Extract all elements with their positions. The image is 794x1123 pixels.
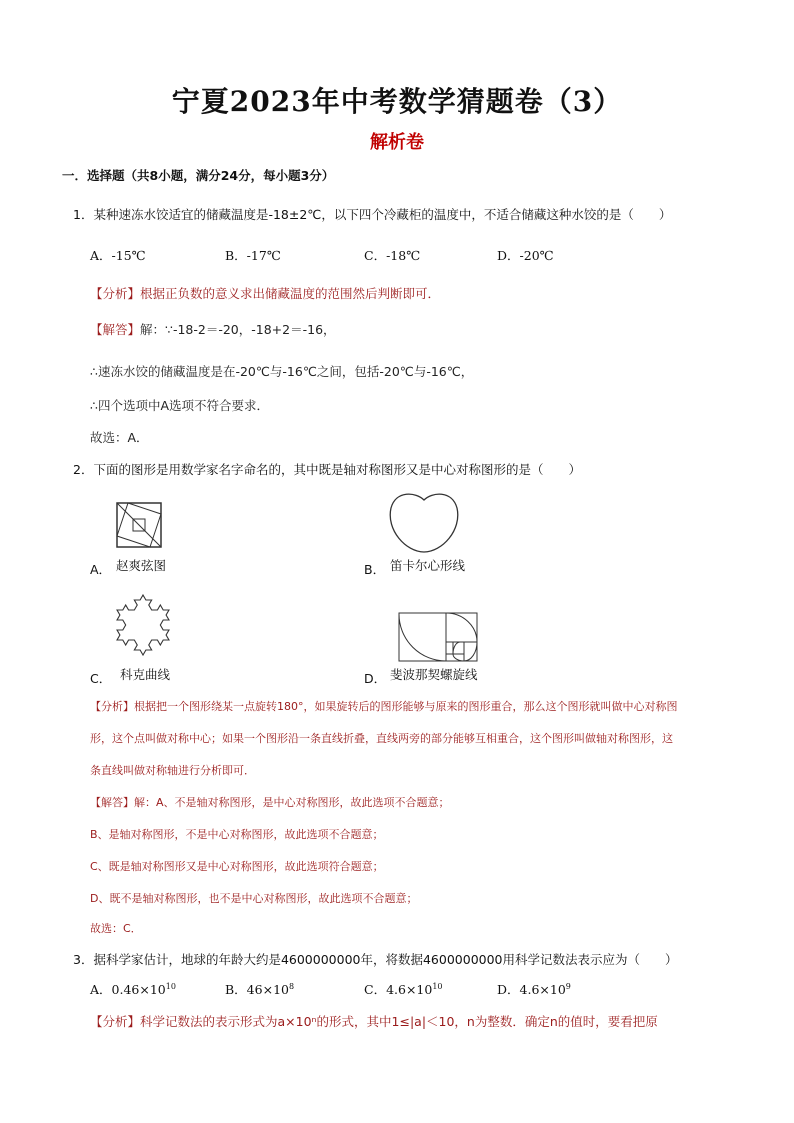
question-1-stem: 1．某种速冻水饺适宜的储藏温度是-18±2℃，以下四个冷藏柜的温度中，不适合储藏这种水饺的是（ ） [73, 207, 672, 222]
page-title: 宁夏2023年中考数学猜题卷（3） [171, 85, 623, 118]
koch-curve-diagram [108, 590, 178, 660]
q3-option-b: B．$46\times 10^8$ [225, 981, 295, 997]
q2-analysis-line-1: 【分析】根据把一个图形绕某一点旋转180°，如果旋转后的图形能够与原来的图形重合，那么这个图形就叫做中心对称图 [90, 700, 678, 713]
q2-option-c-label: 科克曲线 [120, 667, 171, 682]
q2-option-c: C． [90, 671, 112, 686]
q1-answer-line-1: 【解答】解：∵-18-2＝-20，-18+2＝-16， [90, 322, 336, 337]
section-header: 一．选择题（共8小题，满分24分，每小题3分） [62, 168, 335, 183]
q1-option-a: A．-15℃ [90, 248, 146, 263]
page-subtitle: 解析卷 [370, 132, 424, 153]
question-3-stem: 3．据科学家估计，地球的年龄大约是4600000000年，将数据4600000000用科学记数法表示应为（ ） [73, 952, 678, 967]
q2-option-b-label: 笛卡尔心形线 [390, 558, 466, 573]
q2-analysis-line-2: 形，这个点叫做对称中心；如果一个图形沿一条直线折叠，直线两旁的部分能够互相重合，这个图形叫做轴对称图形，这 [90, 732, 673, 745]
q2-answer-line-1: 【解答】解：A、不是轴对称图形，是中心对称图形，故此选项不合题意； [90, 796, 450, 809]
q1-answer-line-4: 故选：A． [90, 430, 149, 445]
q2-option-a-label: 赵爽弦图 [116, 558, 167, 573]
q1-option-c: C．-18℃ [364, 248, 421, 263]
q2-option-a: A． [90, 562, 112, 577]
cardioid-diagram [386, 490, 462, 554]
question-2-stem: 2．下面的图形是用数学家名字命名的，其中既是轴对称图形又是中心对称图形的是（ ） [73, 462, 581, 477]
q2-option-d: D． [364, 671, 387, 686]
fibonacci-spiral-diagram [398, 612, 478, 662]
q3-analysis: 【分析】科学记数法的表示形式为a×10ⁿ的形式，其中1≤|a|＜10，n为整数．确定n的值时，要看把原 [90, 1014, 658, 1029]
q1-answer-line-2: ∴速冻水饺的储藏温度是在-20℃与-16℃之间，包括-20℃与-16℃， [90, 364, 474, 379]
q3-option-c: C．$4.6\times 10^{10}$ [364, 981, 443, 997]
q1-option-d: D．-20℃ [497, 248, 554, 263]
q3-option-a: A．$0.46\times 10^{10}$ [90, 981, 176, 997]
q2-option-d-label: 斐波那契螺旋线 [390, 667, 478, 682]
q2-analysis-line-3: 条直线叫做对称轴进行分析即可． [90, 764, 255, 777]
q2-answer-line-4: D、既不是轴对称图形，也不是中心对称图形，故此选项不合题意； [90, 892, 418, 905]
q1-option-b: B．-17℃ [225, 248, 281, 263]
q1-answer-line-3: ∴四个选项中A选项不符合要求． [90, 398, 270, 413]
q3-option-d: D．$4.6\times 10^9$ [497, 981, 571, 997]
zhao-shuang-diagram [116, 502, 162, 548]
q2-answer-line-2: B、是轴对称图形，不是中心对称图形，故此选项不合题意； [90, 828, 384, 841]
q2-answer-line-5: 故选：C． [90, 922, 142, 935]
q2-answer-line-3: C、既是轴对称图形又是中心对称图形，故此选项符合题意； [90, 860, 384, 873]
q1-analysis: 【分析】根据正负数的意义求出储藏温度的范围然后判断即可． [90, 286, 441, 301]
q2-option-b: B． [364, 562, 386, 577]
